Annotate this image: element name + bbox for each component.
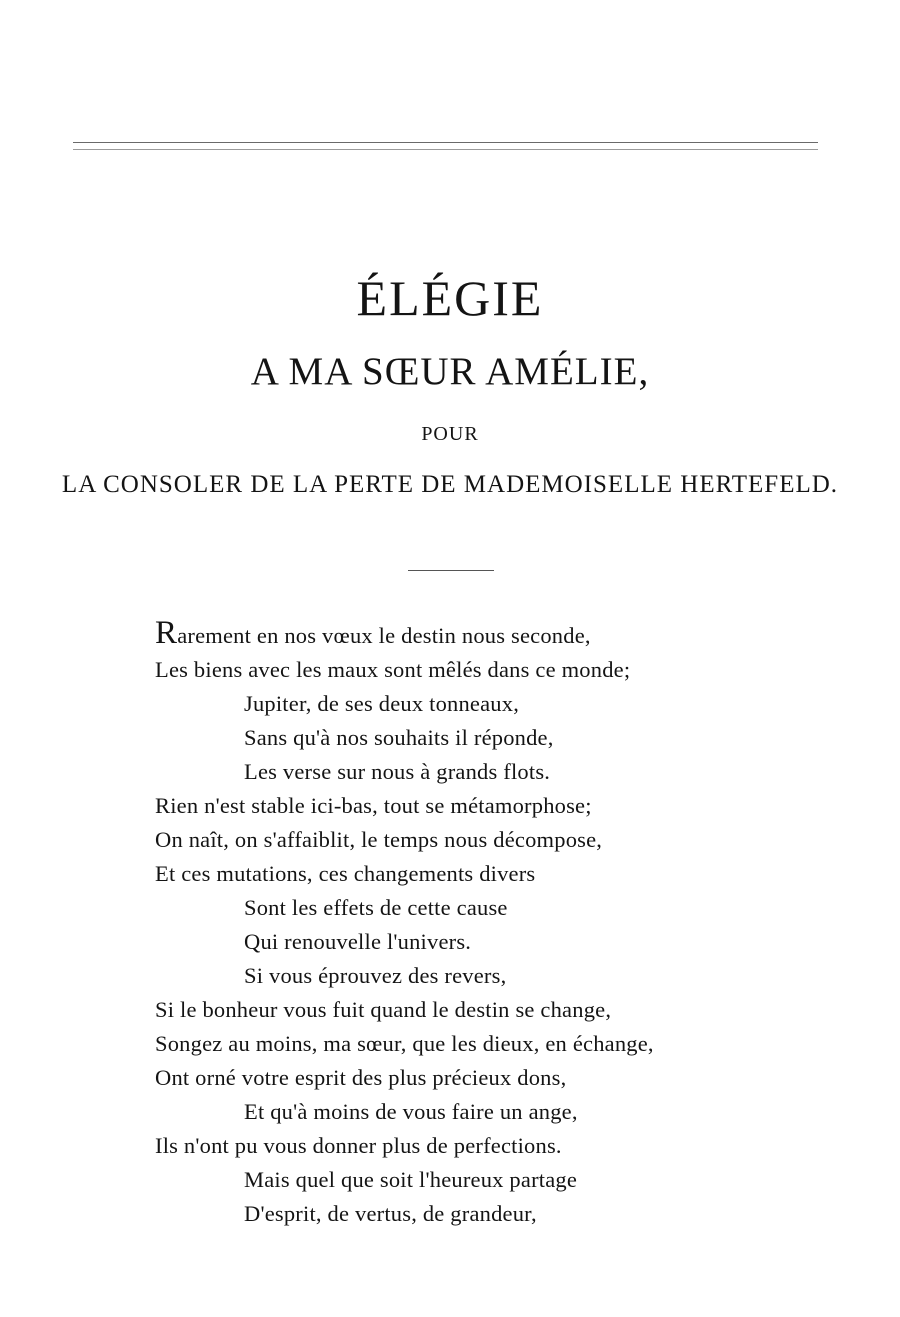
poem-line: Si le bonheur vous fuit quand le destin se change, [155, 997, 612, 1022]
poem-line: Rien n'est stable ici-bas, tout se métamorphose; [155, 793, 592, 818]
poem-line: Qui renouvelle l'univers. [244, 929, 472, 954]
poem-title: ÉLÉGIE [356, 270, 544, 326]
poem-line: Sont les effets de cette cause [244, 895, 508, 920]
poem-line: Songez au moins, ma sœur, que les dieux, en échange, [155, 1031, 654, 1056]
dedication-connector: POUR [421, 423, 479, 445]
drop-cap: R [155, 615, 178, 651]
poem-line: Et qu'à moins de vous faire un ange, [244, 1099, 578, 1124]
first-line-text: arement en nos vœux le destin nous seconde, [177, 623, 591, 648]
poem-line: Ont orné votre esprit des plus précieux dons, [155, 1065, 567, 1090]
poem-line: Les biens avec les maux sont mêlés dans ce monde; [155, 657, 631, 682]
poem-line: D'esprit, de vertus, de grandeur, [244, 1201, 537, 1226]
poem-line: Ils n'ont pu vous donner plus de perfections. [155, 1133, 562, 1158]
poem-line: Si vous éprouvez des revers, [244, 963, 507, 988]
poem-line: On naît, on s'affaiblit, le temps nous décompose, [155, 827, 603, 852]
poem-line: Les verse sur nous à grands flots. [244, 759, 551, 784]
poem-subtitle: A MA SŒUR AMÉLIE, [250, 350, 650, 393]
poem-line-1 [155, 615, 591, 651]
dedication-text: LA CONSOLER DE LA PERTE DE MADEMOISELLE HERTEFELD. [61, 471, 839, 498]
poem-line: Jupiter, de ses deux tonneaux, [244, 691, 520, 716]
poem-line: Et ces mutations, ces changements divers [155, 861, 536, 886]
poem-line: Mais quel que soit l'heureux partage [244, 1167, 578, 1192]
poem-line: Sans qu'à nos souhaits il réponde, [244, 725, 554, 750]
